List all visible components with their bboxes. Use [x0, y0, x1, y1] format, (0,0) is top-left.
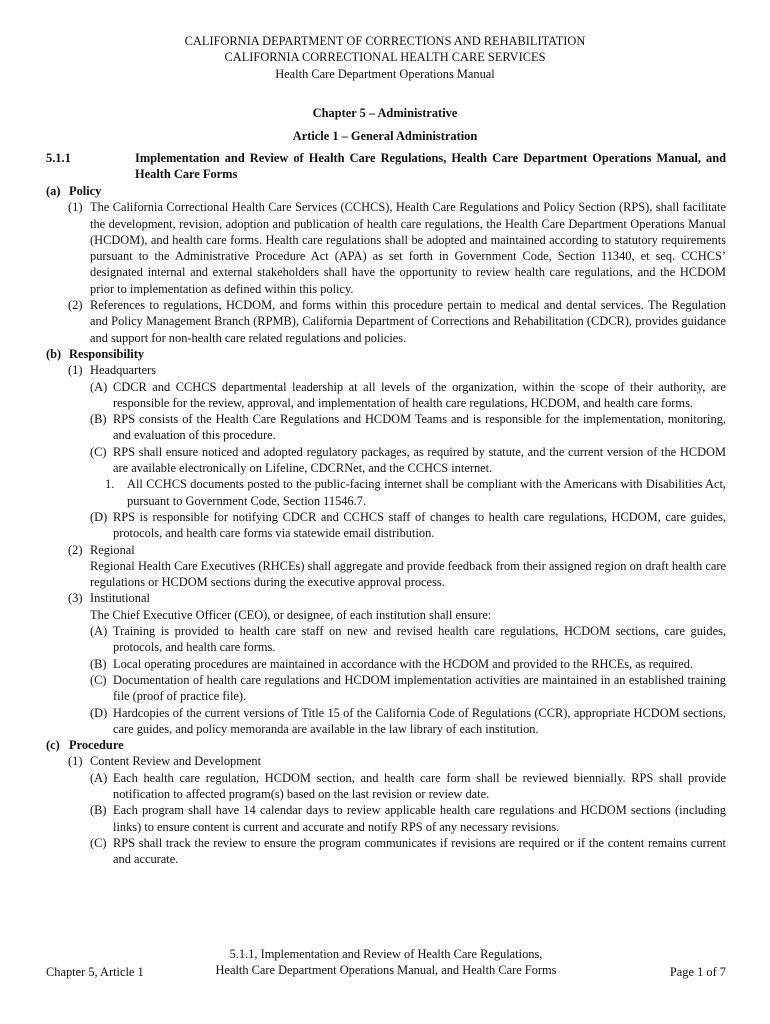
- institutional-item-b: (B) Local operating procedures are maintained in accordance with the HCDOM and provided to the RHCEs, as required.: [90, 656, 694, 671]
- headquarters-item-a: (A) CDCR and CCHCS departmental leadership at all levels of the organization, within the scope of their authority, are responsible for the review, approval, and implementation of health care regulations, HCDOM, and health care forms.: [90, 379, 726, 410]
- content-review-heading: (1) Content Review and Development: [68, 754, 262, 769]
- headquarters-heading: (1) Headquarters: [68, 363, 157, 378]
- policy-paragraph-2: (2) References to regulations, HCDOM, and forms within this procedure pertain to medical and dental services. The Regulation and Policy Management Branch (RPMB), California Department of Corrections and Rehabilitation (CDCR), provides guidance and support for non-health care related regulations and policies.: [68, 298, 726, 345]
- regional-heading: (2) Regional: [68, 542, 135, 557]
- page-footer: [46, 946, 726, 980]
- policy-paragraph-1: (1) The California Correctional Health Care Services (CCHCS), Health Care Regulations and Policy Section (RPS), shall facilitate the development, revision, adoption and publication of health care regulations, the Health Care Department Operations Manual (HCDOM), and health care forms. Health care regulations shall be adopted and maintained according to statutory requirements pursuant to the Administrative Procedure Act (APA) as set forth in Government Code, Section 11340, et seq. CCHCS’ designated internal and external stakeholders shall have the opportunity to review health care regulations, and the HCDOM prior to implementation as defined within this policy.: [68, 200, 726, 296]
- regional-text: Regional Health Care Executives (RHCEs) shall aggregate and provide feedback from their assigned region on draft health care regulations or HCDOM sections during the executive approval process.: [90, 558, 726, 590]
- institutional-item-d: (D) Hardcopies of the current versions of Title 15 of the California Code of Regulations (CCR), appropriate HCDOM sections, care guides, and policy memoranda are available in the law library of each institution.: [90, 705, 726, 736]
- department-header: CALIFORNIA DEPARTMENT OF CORRECTIONS AND REHABILITATION: [184, 34, 586, 48]
- document-body: [46, 183, 726, 867]
- headquarters-item-c: (C) RPS shall ensure noticed and adopted regulatory packages, as required by statute, and the current version of the HCDOM are available electronically on Lifeline, CDCRNet, and the CCHCS internet.: [90, 444, 726, 476]
- footer-section-title: [46, 946, 726, 979]
- footer-page-number: Page 1 of 7: [669, 964, 726, 979]
- headquarters-item-c-1: 1. All CCHCS documents posted to the public-facing internet shall be compliant with the Americans with Disabilities Act, pursuant to Government Code, Section 11546.7.: [105, 477, 726, 508]
- headquarters-item-d: (D) RPS is responsible for notifying CDCR and CCHCS staff of changes to health care regulations, HCDOM, care guides, protocols, and health care forms via statewide email distribution.: [90, 509, 726, 541]
- policy-heading: (a) Policy: [46, 184, 102, 198]
- article-heading: Article 1 – General Administration: [292, 129, 478, 143]
- procedure-item-a: (A) Each health care regulation, HCDOM section, and health care form shall be reviewed biennially. RPS shall provide notification to affected program(s) based on the last revision or review date.: [90, 770, 726, 801]
- procedure-item-b: (B) Each program shall have 14 calendar days to review applicable health care regulations and HCDOM sections (including links) to ensure content is current and accurate and notify RPS of any necessary revisions.: [90, 803, 726, 834]
- manual-header: Health Care Department Operations Manual: [275, 67, 495, 81]
- procedure-heading: (c) Procedure: [46, 738, 124, 753]
- headquarters-item-b: (B) RPS consists of the Health Care Regulations and HCDOM Teams and is responsible for the implementation, monitoring, and evaluation of this procedure.: [90, 412, 726, 443]
- footer-title-line-2: Health Care Department Operations Manual, and Health Care Forms: [215, 963, 557, 978]
- section-number: 5.1.1: [46, 151, 71, 165]
- institutional-item-a: (A) Training is provided to health care staff on new and revised health care regulations, HCDOM sections, care guides, protocols, and health care forms.: [90, 624, 726, 655]
- chapter-heading: Chapter 5 – Administrative: [312, 106, 458, 120]
- responsibility-heading: (b) Responsibility: [46, 346, 145, 361]
- institutional-item-c: (C) Documentation of health care regulations and HCDOM implementation activities are maintained in an established training file (proof of practice file).: [90, 672, 726, 704]
- section-title: Implementation and Review of Health Care Regulations, Health Care Department Operations Manual, and Health Care Forms: [135, 151, 726, 182]
- procedure-item-c: (C) RPS shall track the review to ensure the program communicates if revisions are required or if the content remains current and accurate.: [90, 835, 726, 867]
- services-header: CALIFORNIA CORRECTIONAL HEALTH CARE SERVICES: [224, 50, 546, 64]
- footer-title-line-1: 5.1.1, Implementation and Review of Health Care Regulations,: [229, 947, 543, 961]
- footer-chapter: Chapter 5, Article 1: [46, 964, 144, 979]
- institutional-heading: (3) Institutional: [68, 591, 150, 606]
- institutional-text: The Chief Executive Officer (CEO), or designee, of each institution shall ensure:: [90, 607, 492, 622]
